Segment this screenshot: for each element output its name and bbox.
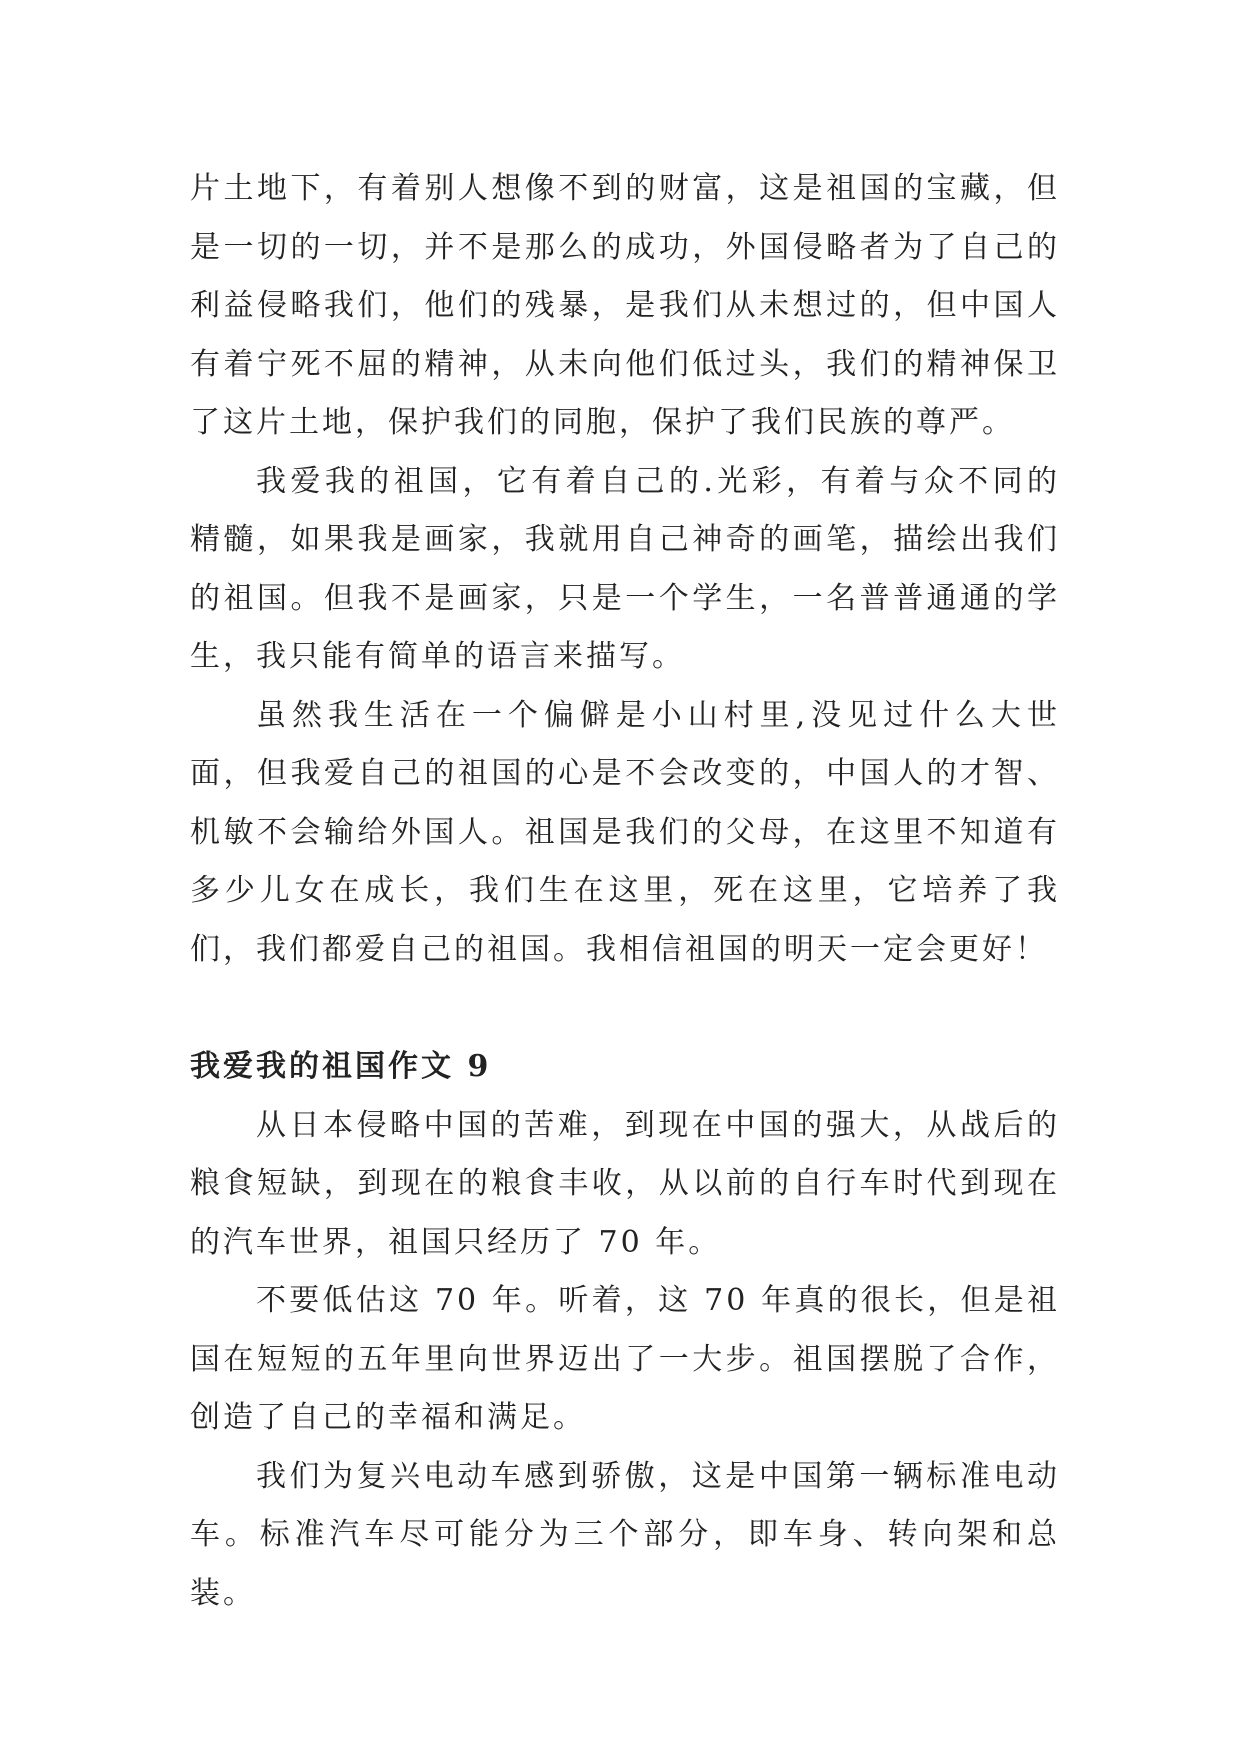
section-title: 我爱我的祖国作文 9 xyxy=(190,1049,492,1084)
paragraph: 从日本侵略中国的苦难，到现在中国的强大，从战后的粮食短缺，到现在的粮食丰收，从以前的自行车时代到现在的汽车世界，祖国只经历了 70 年。 xyxy=(190,1107,1060,1260)
paragraph-continued: 片土地下，有着别人想像不到的财富，这是祖国的宝藏，但是一切的一切，并不是那么的成功，外国侵略者为了自己的利益侵略我们，他们的残暴，是我们从未想过的，但中国人有着宁死不屈的精神，从未向他们低过头，我们的精神保卫了这片土地，保护我们的同胞，保护了我们民族的尊严。 xyxy=(190,171,1060,440)
paragraph: 我爱我的祖国，它有着自己的.光彩，有着与众不同的精髓，如果我是画家，我就用自己神奇的画笔，描绘出我们的祖国。但我不是画家，只是一个学生，一名普普通通的学生，我只能有简单的语言来描写。 xyxy=(190,463,1060,674)
document-body xyxy=(190,160,1060,1623)
paragraph: 我们为复兴电动车感到骄傲，这是中国第一辆标准电动车。标准汽车尽可能分为三个部分，即车身、转向架和总装。 xyxy=(190,1458,1060,1611)
section-spacer xyxy=(190,979,1060,1038)
paragraph: 虽然我生活在一个偏僻是小山村里,没见过什么大世面，但我爱自己的祖国的心是不会改变的，中国人的才智、机敏不会输给外国人。祖国是我们的父母，在这里不知道有多少儿女在成长，我们生在这里，死在这里，它培养了我们，我们都爱自己的祖国。我相信祖国的明天一定会更好！ xyxy=(190,697,1060,967)
paragraph: 不要低估这 70 年。听着，这 70 年真的很长，但是祖国在短短的五年里向世界迈出了一大步。祖国摆脱了合作，创造了自己的幸福和满足。 xyxy=(190,1283,1060,1435)
